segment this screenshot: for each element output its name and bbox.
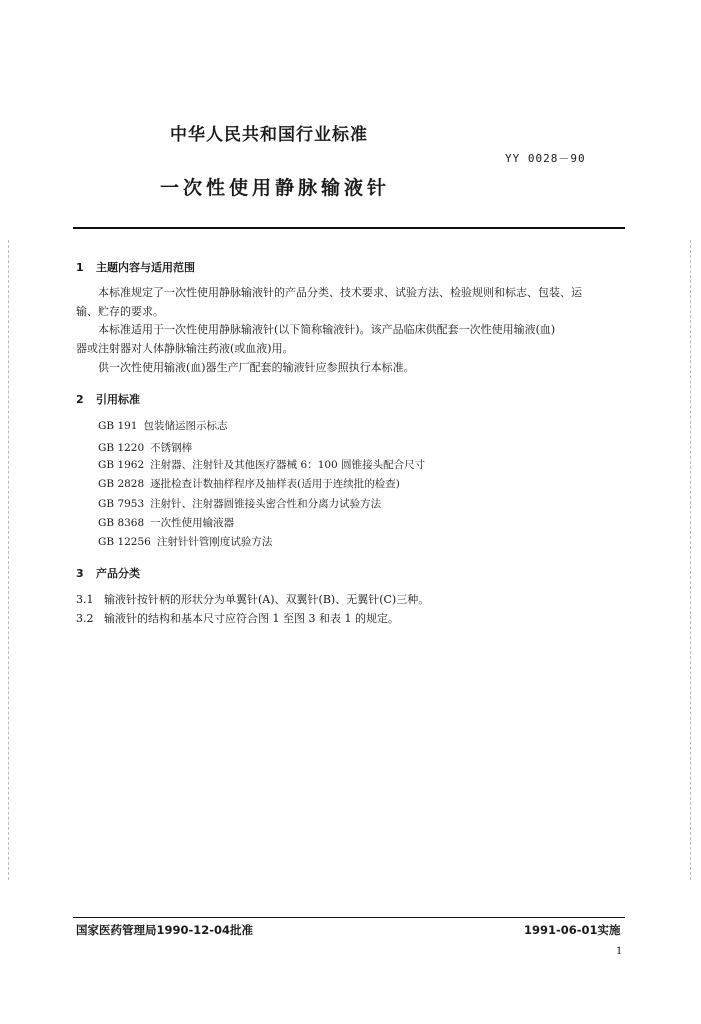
reference-title: 逐批检查计数抽样程序及抽样表(适用于连续批的检查) <box>150 478 400 490</box>
clause-text: 输液针的结构和基本尺寸应符合图 1 至图 3 和表 1 的规定。 <box>104 612 399 625</box>
clause-3-1 <box>76 590 429 610</box>
reference-code: GB 191 <box>98 420 138 432</box>
top-rule <box>73 227 625 229</box>
clause-number: 3.2 <box>76 612 94 625</box>
page-number: 1 <box>616 946 623 957</box>
industry-standard-heading: 中华人民共和国行业标准 <box>170 125 368 145</box>
paragraph-line: 本标准适用于一次性使用静脉输液针(以下简称输液针)。该产品临床供配套一次性使用输液(血) <box>98 323 556 336</box>
section-title: 主题内容与适用范围 <box>96 261 195 274</box>
implementation-date: 1991-06-01实施 <box>524 923 621 937</box>
approval-note: 国家医药管理局1990-12-04批准 <box>76 923 254 937</box>
document-title: 一次性使用静脉输液针 <box>160 177 391 199</box>
clause-number: 3.1 <box>76 593 94 606</box>
reference-title: 注射针针管刚度试验方法 <box>156 536 273 548</box>
reference-code: GB 1220 <box>98 442 145 454</box>
reference-title: 注射针、注射器圆锥接头密合性和分离力试验方法 <box>150 498 382 510</box>
section-1-heading <box>76 259 195 275</box>
paragraph-line: 供一次性使用输液(血)器生产厂配套的输液针应参照执行本标准。 <box>98 361 415 374</box>
bottom-rule <box>73 917 625 918</box>
reference-title: 包装储运图示标志 <box>143 420 228 432</box>
reference-item <box>98 440 192 455</box>
scan-artifact <box>8 240 9 880</box>
clause-3-2 <box>76 609 399 629</box>
section-3-heading <box>76 565 140 581</box>
clause-text: 输液针按针柄的形状分为单翼针(A)、双翼针(B)、无翼针(C)三种。 <box>104 593 430 606</box>
reference-item <box>98 476 400 491</box>
paragraph-line: 本标准规定了一次性使用静脉输液针的产品分类、技术要求、试验方法、检验规则和标志、包装、运 <box>98 286 582 299</box>
reference-item <box>98 457 425 472</box>
reference-code: GB 7953 <box>98 498 145 510</box>
scan-artifact <box>690 240 691 880</box>
reference-code: GB 2828 <box>98 478 145 490</box>
reference-title: 注射器、注射针及其他医疗器械 6：100 圆锥接头配合尺寸 <box>150 459 426 471</box>
paragraph-line: 器或注射器对人体静脉输注药液(或血液)用。 <box>76 342 294 355</box>
reference-title: 一次性使用输液器 <box>150 517 235 529</box>
section-number: 3 <box>76 567 84 580</box>
reference-item <box>98 515 234 530</box>
reference-code: GB 1962 <box>98 459 145 471</box>
section-2-heading <box>76 391 140 407</box>
section-title: 引用标准 <box>96 393 140 406</box>
reference-code: GB 8368 <box>98 517 145 529</box>
reference-item <box>98 534 272 549</box>
reference-item <box>98 496 381 511</box>
section-title: 产品分类 <box>96 567 140 580</box>
paragraph-line: 输、贮存的要求。 <box>76 305 164 318</box>
section-number: 2 <box>76 393 84 406</box>
reference-code: GB 12256 <box>98 536 151 548</box>
standard-code: YY 0028－90 <box>505 152 586 165</box>
reference-item <box>98 418 227 433</box>
reference-title: 不锈钢棒 <box>150 442 193 454</box>
section-number: 1 <box>76 261 84 274</box>
